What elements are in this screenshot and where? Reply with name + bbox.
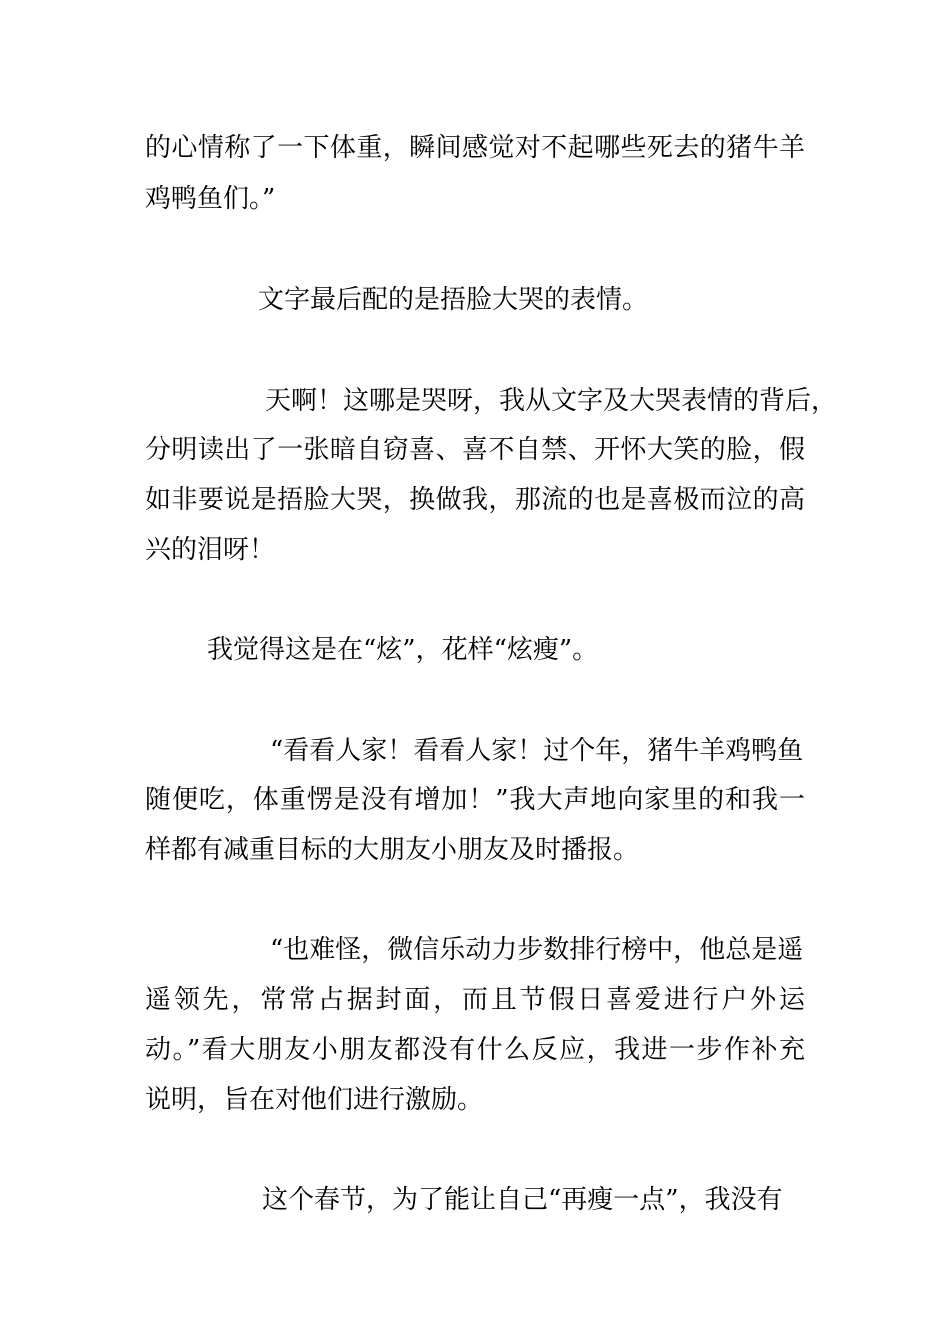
text-line: 天啊！这哪是哭呀，我从文字及大哭表情的背后，: [265, 386, 838, 416]
text-line: 动。”看大朋友小朋友都没有什么反应，我进一步作补充: [145, 1035, 805, 1065]
text-line: 的心情称了一下体重，瞬间感觉对不起哪些死去的猪牛羊: [145, 133, 805, 163]
text-line: “看看人家！看看人家！过个年，猪牛羊鸡鸭鱼: [270, 736, 804, 766]
text-line: 分明读出了一张暗自窃喜、喜不自禁、开怀大笑的脸，假: [145, 435, 805, 465]
text-line: 说明，旨在对他们进行激励。: [145, 1085, 484, 1115]
text-line: 兴的泪呀！: [145, 535, 276, 565]
text-line: 样都有减重目标的大朋友小朋友及时播报。: [145, 835, 640, 865]
text-line: “也难怪，微信乐动力步数排行榜中，他总是遥: [270, 935, 804, 965]
text-line: 鸡鸭鱼们。”: [145, 184, 276, 214]
text-line: 如非要说是捂脸大哭，换做我，那流的也是喜极而泣的高: [145, 485, 805, 515]
text-line: 这个春节，为了能让自己“再瘦一点”，我没有: [262, 1185, 783, 1215]
text-line: 我觉得这是在“炫”，花样“炫瘦”。: [207, 635, 599, 665]
text-line: 文字最后配的是捂脸大哭的表情。: [258, 285, 649, 315]
text-line: 随便吃，体重愣是没有增加！”我大声地向家里的和我一: [145, 785, 805, 815]
text-line: 遥领先，常常占据封面，而且节假日喜爱进行户外运: [145, 985, 805, 1015]
